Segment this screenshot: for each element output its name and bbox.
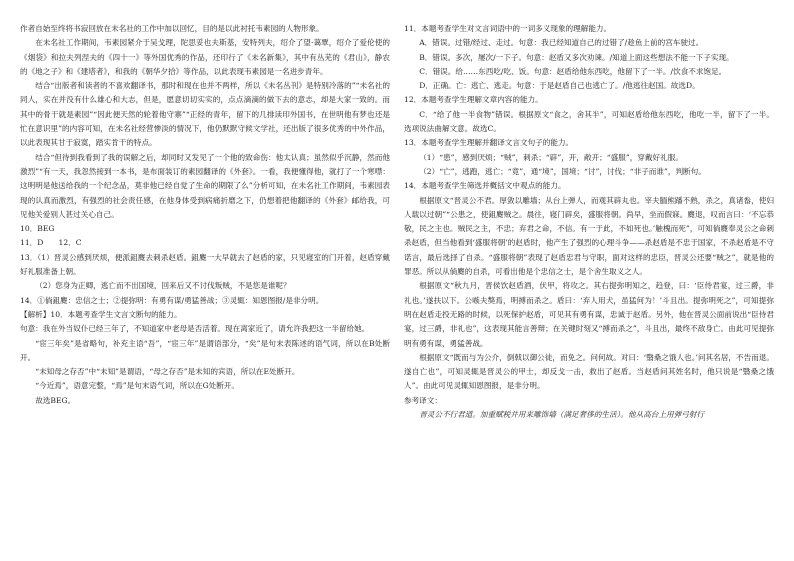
right-paragraph-10: 14．本题考查学生筛选并概括文中观点的能力。 (404, 181, 566, 191)
right-paragraph-3: C．错误。给……东西吃/吃、饭。句意：赵盾给他东西吃，他留下了一半。/饮食不求饱足。 (419, 66, 727, 76)
left-paragraph-9: 【解析】10．本题考查学生文言文断句的能力。 (20, 309, 182, 319)
right-paragraph-4: D．正确。亡：逃亡、逃走。句意：于是赵盾自己也逃亡了。/他逃往赵国。故选D。 (419, 81, 700, 91)
left-paragraph-6: 13．（1）晋灵公感到厌烦，便派鉏麑去刺杀赵盾。鉏麑一大早就去了赵盾的家，只见寝室的门开着，赵盾穿戴好礼服准备上朝。 (20, 252, 390, 277)
left-paragraph-12: “未知母之存否”中“未知”是谓语，“母之存否”是未知的宾语，所以在E处断开。 (35, 367, 300, 377)
left-column (20, 22, 390, 408)
left-paragraph-3: 结合“但待到我看到了我的误解之后，却同时又发见了一个他的致命伤：他太认真；虽然似乎沉静，然而他激烈”“有一天，我忽然接到一本书，是布面装订的素园翻译的《外套》。一看，我便懂得他，就打了一个寒噤：这明明是他送给我的一个纪念品，莫非他已经自觉了生命的期限了么”分析可知，在未名社工作期间，韦素园表现的认真而激烈，有强烈的社会责任感，在他身体受到病痛折磨之下，仍想着把他翻译的《外套》邮给我，可见他关爱别人甚过关心自己。 (20, 152, 390, 219)
left-paragraph-0: 作者自始至终将书寂回放在未名社的工作中加以回忆，目的是以此衬托韦素园的人物形象。 (20, 24, 324, 33)
right-paragraph-14: 参考译文： (404, 395, 442, 405)
right-paragraph-11: 根据原文“晋灵公不君。厚敛以雕墙；从台上弹人，而观其辟丸也。宰夫胹熊蹯不熟，杀之，真诸畚，使妇人载以过朝”“公患之，使鉏麑贼之。晨往，寝门辟矣，盛服将朝。尚早，坐而假寐。麑退，叹而言曰：‘不忘恭敬，民之主也。贼民之主，不忠；弃君之命，不信。有一于此，不如死也。’触槐而死”，可知倘麑奉灵公之命刺杀赵盾，但当他看到‘盛服将朝’的赵盾时，他产生了强烈的心理斗争——杀赵盾是不忠于国家，不杀赵盾是不守诺言，最后选择了自杀。“盛服将朝”表现了赵盾忠君与守职，面对这样的忠臣，晋灵公还要“贼之”，就是他的罪恶。所以从倘麑的自杀，可看出他是个忠信之士，是个舍生取义之人。 (404, 195, 774, 277)
left-paragraph-14: 故选BEG。 (35, 395, 76, 405)
right-paragraph-5: 12．本题考查学生理解文章内容的能力。 (404, 95, 543, 105)
left-paragraph-2: 结合“出版者和读者的不喜欢翻译书，那时和现在也并不两样，所以《未名丛刊》是特别冷落的”“未名社的同人，实在并没有什么雄心和大志，但是，愿意切切实实的，点点滴滴的做下去的意志，却是大家一致的。而其中的骨干就是素园”“因此便天然的轮着他守寨”“正经的青年，留下的几排读印外国书，在世明他有梦也还是忙在意识里”的内容可知，在未名社经营惨淡的情况下，他仍默默守候文学社，还出版了很多优秀的中外作品，以此表现其甘于寂寞，踏实肯干的特点。 (20, 81, 390, 148)
right-paragraph-12: 根据原文“秋九月，晋侯饮赵盾酒，伏甲，将攻之。其右提弥明知之，趋登，曰：‘臣侍君宴，过三爵，非礼也。’遂扶以下。公嗾夫獒焉，明搏而杀之。盾曰：‘弃人用犬，虽猛何为！’斗且出。提弥明死之”，可知提弥明在赵盾走投无路的时候，以死保护赵盾，可见其有勇有谋，忠诚于赵盾。另外，他在晋灵公面前说出“臣侍君宴，过三爵，非礼也”，这表现其能言善辩；在关键时刻又“搏而杀之”，斗且出，最终不敌身亡。由此可见提弥明有勇有谋，勇猛善战。 (404, 281, 774, 348)
right-paragraph-1: A．错误。过错/经过、走过。句意：我已经知道自己的过错了/趁鱼上前的宫车驶过。 (419, 38, 704, 48)
right-paragraph-2: B．错误。多次，屡次/一下子。句意：赵盾又多次劝谏。/知道上面这些想法不能一下子实现。 (419, 52, 734, 62)
right-paragraph-0: 11．本题考查学生对文言词语中的一词多义现象的理解能力。 (404, 24, 612, 33)
right-paragraph-9: （2）“亡”，逃跑，逃亡；“竟”，通“境”，国境；“讨”，讨伐；“非子而谁”，判断句。 (419, 166, 706, 176)
left-paragraph-1: 在未名社工作期间，韦素园紧介于吴戈理，陀思妥也夫斯基，安特列夫，绍介了望·蔼覃，绍介了爱伦使的《烟袋》和拉夫列涅夫的《四十一》等外国优秀的作品，还印行了《未名新集》，其中有丛芜的《君山》，静农的《地之子》和《建塔者》，和我的《朝华夕拾》等作品，以此表现韦素园是一名进步青年。 (20, 38, 390, 76)
left-paragraph-10: 句意：我在外当奴仆已经三年了，不知道家中老母是否活着。现在离家近了，请允许我把这一半留给她。 (20, 324, 370, 334)
right-paragraph-6: C．“给了他一半食物”错误。根据原文“食之，舍其半”，可知赵盾给他东西吃，他吃一半，留下了一半。选项说法曲解文意。故选C。 (404, 109, 774, 134)
right-column (404, 22, 774, 422)
left-paragraph-4: 10．BEG (20, 224, 55, 234)
left-paragraph-8: 14．①倘鉏麑：忠信之士；②提弥明：有勇有谋/勇猛善战；③灵辄：知恩图报/是非分明。 (20, 295, 324, 305)
left-paragraph-5: 11．D 12．C (20, 238, 82, 248)
right-paragraph-7: 13．本题考查学生理解并翻译文言文句子的能力。 (404, 138, 574, 148)
right-paragraph-13: 根据原文“既而与为公介，倒戟以御公徒，而免之。问何故。对曰：‘翳桑之饿人也。’问其名居，不告而退。遂自亡也”，可知灵辄是晋灵公的甲士，却反戈一击，救出了赵盾。当赵盾问其姓名时，他只说是“翳桑之饿人”。由此可见灵辄知恩图报，是非分明。 (404, 352, 774, 391)
right-paragraph-15: 晋灵公不行君道。加重赋税并用来雕饰墙（满足奢侈的生活）。他从高台上用弹弓射行 (419, 410, 704, 420)
left-paragraph-13: “今近焉”，语意完整，“焉”是句末语气词，所以在G处断开。 (35, 381, 240, 391)
right-paragraph-8: （1）“患”，感到厌烦；“贼”，刺杀；“辟”，开，敞开；“盛服”，穿戴好礼服。 (419, 152, 683, 162)
left-paragraph-11: “宦三年矣”是省略句，补充主语“吾”，“宦三年”是谓语部分，“矣”是句末表陈述的语气词，所以在B处断开。 (20, 338, 390, 362)
left-paragraph-7: （2）您身为正卿，逃亡而不出国境，回来后又不讨伐叛贼，不是您是谁呢？ (35, 281, 291, 291)
